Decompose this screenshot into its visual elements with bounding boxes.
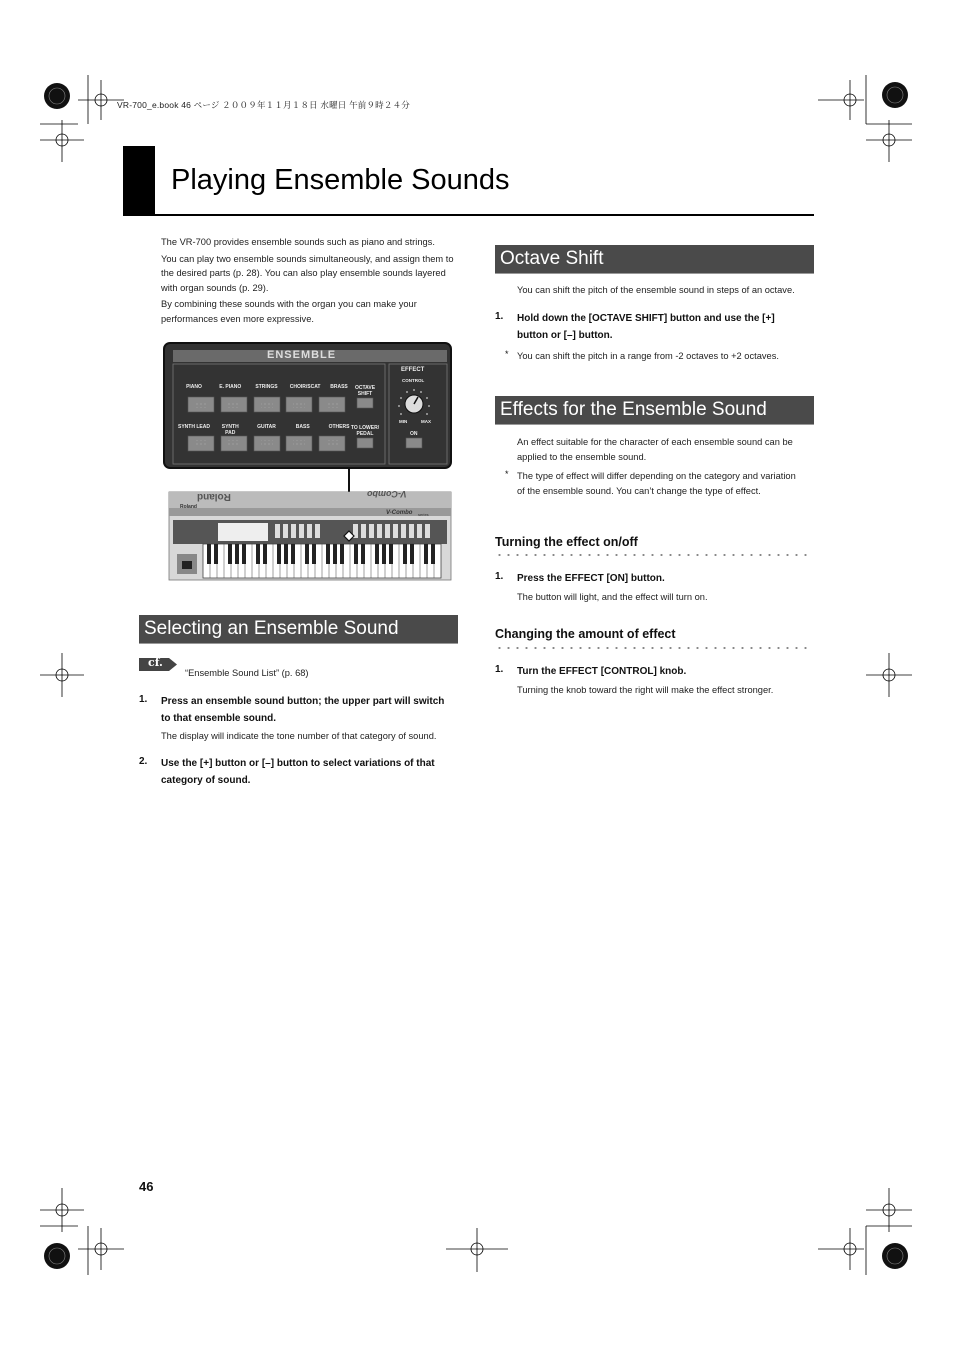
octave-note: You can shift the pitch in a range from -2 octaves to +2 octaves. [517, 351, 779, 361]
octave-step-number: 1. [495, 311, 504, 322]
panel-label-control: CONTROL [402, 378, 425, 383]
panel-label-piano: PIANO [186, 384, 202, 390]
panel-label-synth-pad: SYNTH PAD [221, 424, 239, 436]
subheading-effect-on-off: Turning the effect on/off [495, 535, 638, 549]
panel-label-bass: BASS [295, 424, 310, 430]
dotted-rule-1 [495, 553, 811, 557]
effects-note-star: * [505, 469, 509, 479]
panel-label-max: MAX [421, 419, 431, 424]
section-heading-selecting: Selecting an Ensemble Sound [139, 615, 458, 644]
panel-label-on: ON [410, 431, 418, 437]
intro-paragraph-1: The VR-700 provides ensemble sounds such as piano and strings. [161, 237, 435, 247]
intro-paragraph-3: By combining these sounds with the organ you can make your performances even more expressive. [161, 299, 417, 324]
title-rule [123, 214, 814, 216]
keyboard-brand-roland: Roland [197, 491, 231, 502]
effects-note: The type of effect will differ depending on the category and variation of the ensemble sound. You can’t change the type of effect. [517, 471, 796, 496]
panel-label-synth-lead: SYNTH LEAD [178, 424, 210, 430]
select-step-2-number: 2. [139, 756, 148, 767]
effect-amount-detail: Turning the knob toward the right will make the effect stronger. [517, 685, 774, 695]
intro-text [161, 235, 459, 327]
panel-label-strings: STRINGS [255, 384, 278, 390]
panel-title: ENSEMBLE [267, 349, 337, 361]
select-step-1-number: 1. [139, 694, 148, 705]
effect-on-step-number: 1. [495, 571, 504, 582]
keyboard-series: series [418, 512, 429, 517]
octave-intro: You can shift the pitch of the ensemble sound in steps of an octave. [517, 285, 795, 295]
intro-paragraph-2: You can play two ensemble sounds simultaneously, and assign them to the desired parts (p. 28). You can also play ensemble sounds layered with organ sounds (p. 29). [161, 253, 454, 293]
octave-note-star: * [505, 349, 509, 359]
select-step-1-detail: The display will indicate the tone number of that category of sound. [161, 731, 437, 741]
dotted-rule-2 [495, 646, 811, 650]
section-heading-octave: Octave Shift [495, 245, 814, 274]
panel-row-1-labels [174, 384, 359, 390]
panel-label-min: MIN [399, 419, 408, 424]
panel-label-effect: EFFECT [401, 367, 425, 373]
section-heading-effects: Effects for the Ensemble Sound [495, 396, 814, 425]
select-step-1-text: Press an ensemble sound button; the upper part will switch to that ensemble sound. [161, 696, 445, 724]
keyboard-brand-small: Roland [180, 504, 197, 510]
keyboard-logo: V-Combo [386, 510, 413, 516]
subheading-effect-amount: Changing the amount of effect [495, 627, 676, 641]
panel-label-brass: BRASS [330, 384, 348, 390]
cf-reference: “Ensemble Sound List” (p. 68) [185, 668, 309, 678]
panel-label-guitar: GUITAR [257, 424, 276, 430]
keyboard-logo-rotated: V-Combo [367, 489, 407, 499]
effect-amount-step-number: 1. [495, 664, 504, 675]
select-step-2-text: Use the [+] button or [–] button to select variations of that category of sound. [161, 758, 435, 786]
effect-on-step-text: Press the EFFECT [ON] button. [517, 573, 665, 584]
print-job-note: VR-700_e.book 46 ページ ２００９年１１月１８日 水曜日 午前９時２４分 [117, 100, 410, 110]
effect-on-detail: The button will light, and the effect will turn on. [517, 592, 708, 602]
panel-label-epiano: E. PIANO [219, 384, 242, 390]
panel-row-2-labels [174, 424, 359, 436]
effect-amount-step-text: Turn the EFFECT [CONTROL] knob. [517, 666, 687, 677]
page-title: Playing Ensemble Sounds [171, 164, 510, 196]
page-number: 46 [139, 1179, 154, 1194]
effects-intro: An effect suitable for the character of each ensemble sound can be applied to the ensemble sound. [517, 437, 793, 462]
cf-label: cf. [148, 656, 163, 669]
octave-step-text: Hold down the [OCTAVE SHIFT] button and use the [+] button or [–] button. [517, 313, 775, 341]
panel-label-others: OTHERS [328, 424, 350, 430]
title-marker-block [123, 146, 155, 216]
panel-label-choir: CHOIR/SCAT [289, 384, 321, 390]
panel-label-octave-shift: OCTAVE SHIFT [354, 385, 376, 397]
panel-label-to-lower: TO LOWER/ PEDAL [350, 425, 380, 437]
